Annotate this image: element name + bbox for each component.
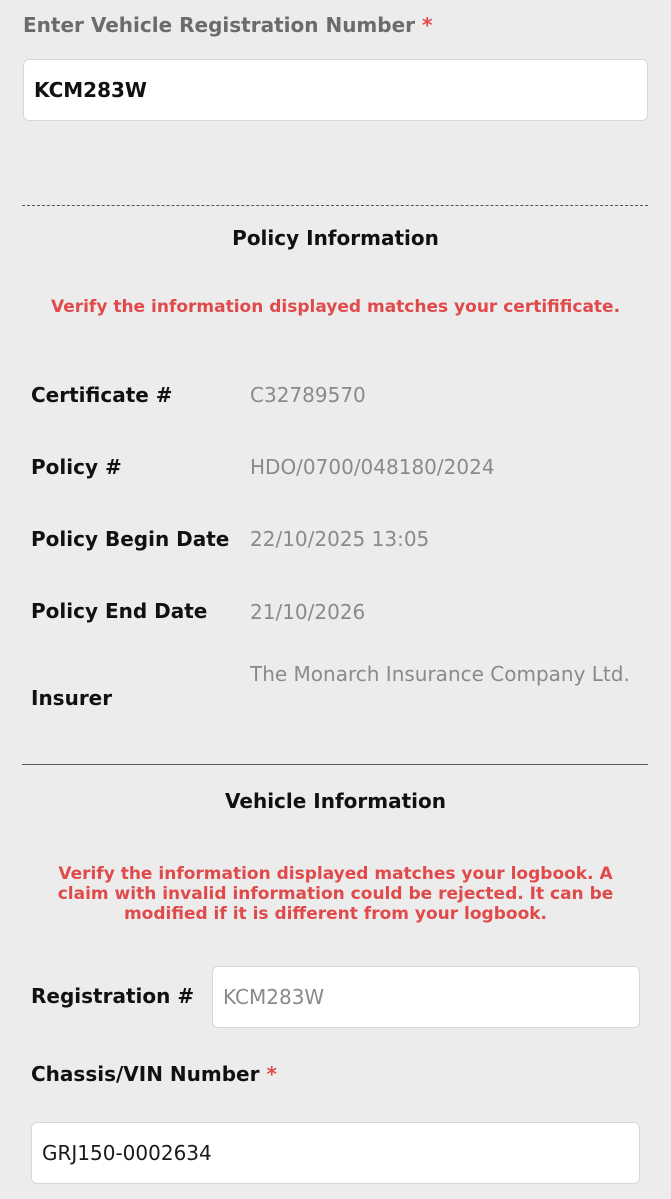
required-asterisk: * [266, 1062, 277, 1086]
registration-number-label-text: Enter Vehicle Registration Number [23, 13, 416, 37]
policy-end-date-label: Policy End Date [31, 599, 208, 623]
policy-number-label: Policy # [31, 455, 122, 479]
policy-verify-warning: Verify the information displayed matches your certifificate. [50, 297, 621, 317]
policy-section-title: Policy Information [232, 226, 439, 250]
vehicle-registration-value: KCM283W [223, 985, 325, 1009]
chassis-vin-input[interactable] [31, 1122, 640, 1184]
vehicle-registration-input[interactable] [212, 966, 640, 1028]
vehicle-registration-label: Registration # [31, 984, 195, 1008]
vehicle-section-title: Vehicle Information [225, 789, 446, 813]
registration-number-input[interactable] [23, 59, 648, 121]
registration-number-value: KCM283W [34, 78, 147, 102]
chassis-vin-label [31, 1062, 277, 1086]
certificate-number-value: C32789570 [250, 383, 366, 407]
section-divider-solid [22, 764, 648, 765]
insurer-value: The Monarch Insurance Company Ltd. [250, 662, 630, 686]
vehicle-verify-warning: Verify the information displayed matches your logbook. A claim with invalid information could be rejected. It can be modified if it is different from your logbook. [57, 864, 614, 924]
chassis-vin-label-text: Chassis/VIN Number [31, 1062, 260, 1086]
section-divider-dashed [22, 205, 648, 206]
registration-number-label [23, 13, 432, 37]
policy-begin-date-value: 22/10/2025 13:05 [250, 527, 430, 551]
policy-end-date-value: 21/10/2026 [250, 600, 366, 624]
certificate-number-label: Certificate # [31, 383, 173, 407]
policy-begin-date-label: Policy Begin Date [31, 527, 230, 551]
policy-number-value: HDO/0700/048180/2024 [250, 455, 495, 479]
required-asterisk: * [421, 13, 433, 37]
chassis-vin-value: GRJ150-0002634 [42, 1141, 212, 1165]
insurer-label: Insurer [31, 686, 113, 710]
